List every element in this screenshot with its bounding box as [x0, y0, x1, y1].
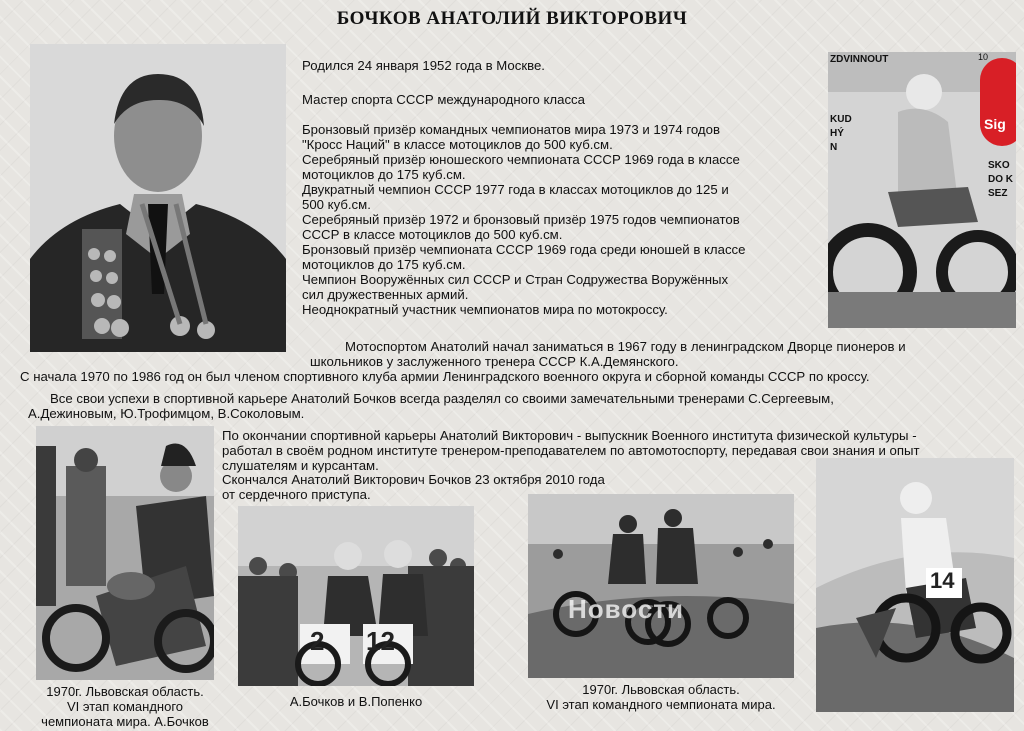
caption-line: А.Бочков и В.Попенко — [289, 694, 423, 709]
later-line-2: работал в своём родном институте тренером-преподавателем по автомотоспорту, передавая свои знания и опыт — [222, 443, 920, 458]
career-line-2: школьников у заслуженного тренера СССР К.А.Демянского. — [310, 354, 679, 369]
magazine-side-line-3: SEZ — [988, 188, 1008, 199]
later-line-4: Скончался Анатолий Викторович Бочков 23 октября 2010 года — [222, 472, 605, 487]
achievement-line: Серебряный призёр юношеского чемпионата СССР 1969 года в классе — [302, 152, 740, 167]
later-line-1: По окончании спортивной карьеры Анатолий Викторович - выпускник Военного института физической культуры - — [222, 428, 917, 443]
magazine-side-line-1: SKO — [988, 160, 1010, 171]
rider-number-plate-corner: 14 — [930, 568, 955, 593]
portrait-photo — [30, 44, 286, 352]
caption-photo2 — [238, 694, 474, 709]
photo-watermark: Новости — [568, 594, 685, 624]
magazine-logo-badge — [980, 58, 1016, 146]
caption-line: VI этап командного чемпионата мира. — [546, 697, 776, 712]
coaches-line-1: Все свои успехи в спортивной карьере Анатолий Бочков всегда разделял со своими замечательными тренерами С.Сергеевым, — [50, 391, 834, 406]
caption-photo3 — [500, 682, 822, 712]
magazine-logo: Sig — [984, 116, 1006, 132]
race-photo-lviv-1 — [36, 426, 214, 680]
achievement-line: Бронзовый призёр командных чемпионатов мира 1973 и 1974 годов — [302, 122, 720, 137]
race-photo-lviv-2 — [528, 494, 794, 678]
magazine-side-line-2: DO K — [988, 174, 1013, 185]
magazine-cover-line-1: ZDVINNOUT — [830, 54, 889, 65]
race-photo-cornering — [816, 458, 1014, 712]
achievement-line: Неоднократный участник чемпионатов мира по мотокроссу. — [302, 302, 668, 317]
bio-achievements — [302, 122, 745, 317]
race-photo-bochkov-popenko — [238, 506, 474, 686]
achievement-line: мотоциклов до 175 куб.см. — [302, 167, 466, 182]
career-line-3: С начала 1970 по 1986 год он был членом спортивного клуба армии Ленинградского военного округа и сборной команды СССР по кроссу. — [20, 369, 870, 384]
caption-photo1 — [20, 684, 230, 729]
later-line-5: от сердечного приступа. — [222, 487, 371, 502]
achievement-line: мотоциклов до 175 куб.см. — [302, 257, 466, 272]
magazine-cover-line-4: N — [830, 142, 838, 153]
bio-rank: Мастер спорта СССР международного класса — [302, 92, 585, 107]
magazine-issue-number: 10 — [978, 52, 989, 62]
achievement-line: Серебряный призёр 1972 и бронзовый призёр 1975 годов чемпионатов — [302, 212, 740, 227]
magazine-cover-line-2: KUD — [830, 114, 852, 125]
later-line-3: слушателям и курсантам. — [222, 458, 379, 473]
career-line-1: Мотоспортом Анатолий начал заниматься в 1967 году в ленинградском Дворце пионеров и — [345, 339, 906, 354]
achievement-line: СССР в классе мотоциклов до 500 куб.см. — [302, 227, 563, 242]
caption-line: VI этап командного — [66, 699, 184, 714]
caption-line: 1970г. Львовская область. — [46, 684, 204, 699]
achievement-line: сил дружественных армий. — [302, 287, 469, 302]
bio-born: Родился 24 января 1952 года в Москве. — [302, 58, 545, 73]
caption-line: чемпионата мира. А.Бочков — [41, 714, 209, 729]
page-title: БОЧКОВ АНАТОЛИЙ ВИКТОРОВИЧ — [336, 8, 688, 29]
achievement-line: "Кросс Наций" в классе мотоциклов до 500 куб.см. — [302, 137, 613, 152]
magazine-cover-photo — [828, 52, 1016, 328]
caption-line: 1970г. Львовская область. — [582, 682, 740, 697]
achievement-line: Чемпион Вооружённых сил СССР и Стран Содружества Воружённых — [302, 272, 729, 287]
rider-number-plate-left: 2 — [310, 626, 325, 656]
magazine-cover-line-3: HÝ — [830, 128, 844, 139]
achievement-line: 500 куб.см. — [302, 197, 371, 212]
coaches-line-2: А.Дежиновым, Ю.Трофимцом, В.Соколовым. — [28, 406, 305, 421]
achievement-line: Двукратный чемпион СССР 1977 года в классах мотоциклов до 125 и — [302, 182, 729, 197]
achievement-line: Бронзовый призёр чемпионата СССР 1969 года среди юношей в классе — [302, 242, 746, 257]
rider-number-plate-right: 12 — [366, 626, 395, 656]
